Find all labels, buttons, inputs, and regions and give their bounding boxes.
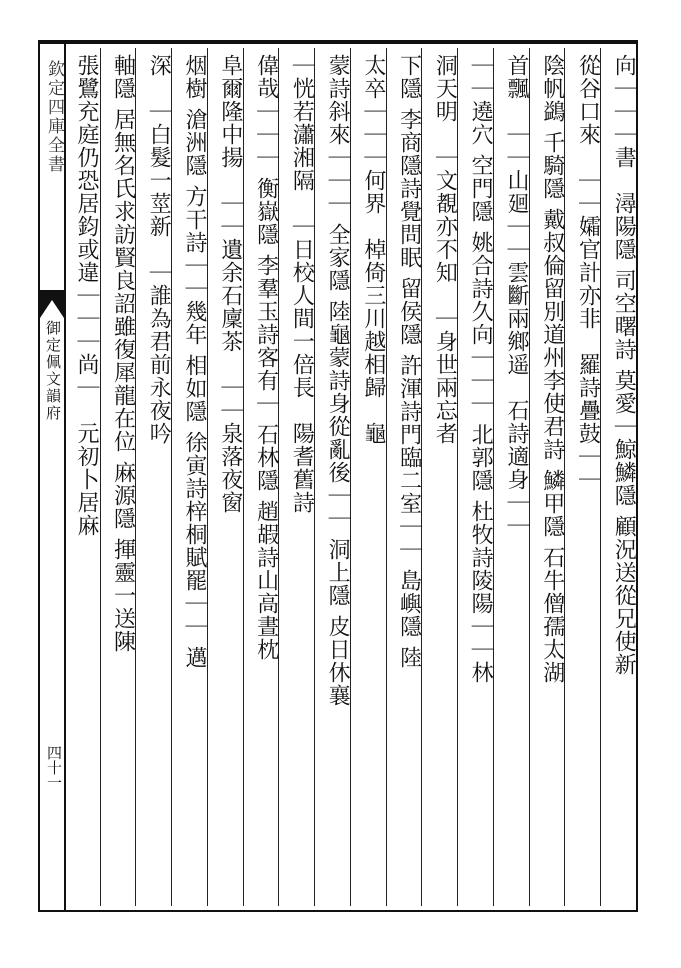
column-text: 深 ｜白髮一莖新 ｜誰為君前永夜吟 xyxy=(146,54,172,445)
margin-book-title: 御定佩文韻府 xyxy=(44,320,62,422)
column-text: 蒙詩斜來｜｜｜ 全家隱 陸龜蒙詩身從亂後｜｜ 洞上隱 皮日休襄 xyxy=(325,54,351,707)
fishtail-notch xyxy=(40,300,64,318)
margin-series-title: 欽定四庫全書 xyxy=(44,60,64,174)
text-columns xyxy=(64,48,636,906)
text-column xyxy=(64,48,100,906)
margin-page-number: 四十一 xyxy=(45,745,63,790)
column-text: 首飄 ｜｜山廻｜｜雲斷兩鄉遥 石詩適身｜｜ xyxy=(503,54,529,537)
column-text: 張鷺充庭仍恐居鈞或違｜｜｜尚｜ 元初卜居麻 xyxy=(73,54,99,537)
column-text: 從谷口來 ｜｜孀官計亦非 羅詩疊鼓｜｜ xyxy=(575,54,601,491)
column-text: 陰帆鷁 千騎隱 戴叔倫留別道州李使君詩 鱗甲隱 石牛僧孺太湖 xyxy=(539,54,565,684)
column-text: 烟樹 滄洲隱 方干詩｜｜幾年 相如隱 徐寅詩梓桐賦罷｜｜ 邁 xyxy=(182,54,208,669)
column-text: 阜爾隆中揚 ｜｜遺余石廩茶 ｜｜泉落夜窗 xyxy=(217,54,243,514)
column-text: 向｜｜｜書 潯陽隱 司空曙詩 莫愛｜鯨鱗隱 顧況送從兄使新 xyxy=(611,54,637,676)
column-text: ｜｜遶穴 空門隱 姚合詩久向｜｜｜ 北郭隱 杜牧詩陵陽｜｜林 xyxy=(468,54,494,684)
frame-top-rule xyxy=(38,40,638,44)
column-text: 偉哉｜｜｜ 衡嶽隱 李羣玉詩客有｜ 石林隱 趙嘏詩山高晝枕 xyxy=(253,54,279,661)
column-text: 太卒｜｜｜何界 棹倚三川越相歸 龜 xyxy=(360,54,386,445)
frame-bottom-rule xyxy=(38,910,638,912)
column-text: 軸隱 居無名氏求訪賢良詔雖復犀龍在位 麻源隱 揮靈一送陳 xyxy=(110,54,136,653)
column-text: 洞天明 ｜文覩亦不知 ｜身世兩忘者 xyxy=(432,54,458,445)
column-text: 下隱 李商隱詩覺問眠 留侯隱 許渾詩門臨二室｜｜ 島嶼隱 陸 xyxy=(396,54,422,669)
column-text: ｜恍若瀟湘隔 ｜日校人間一倍長 陽耆舊詩 xyxy=(289,54,315,514)
